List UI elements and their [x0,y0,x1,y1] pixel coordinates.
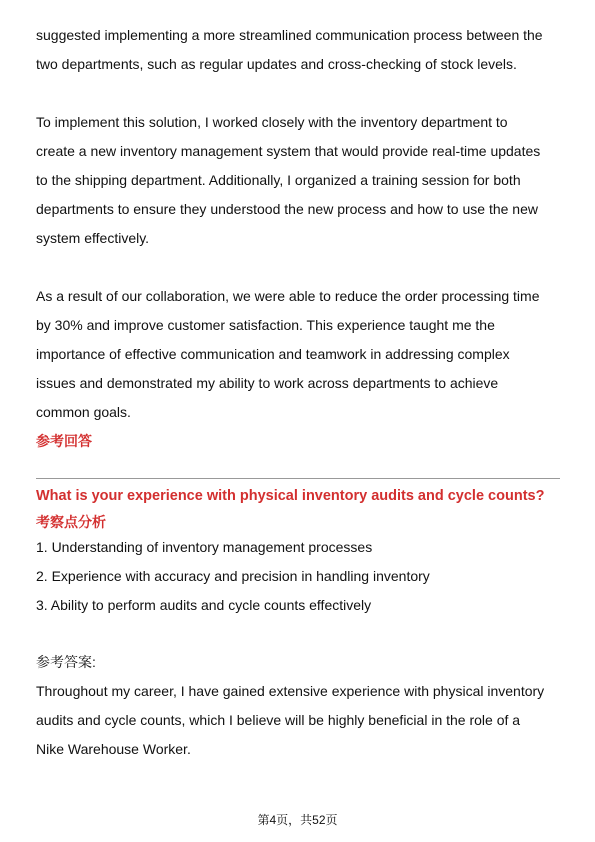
text-line: create a new inventory management system that would provide real-time updates [36,143,541,159]
text-line: Nike Warehouse Worker. [36,741,191,757]
answer-label: 参考答案: [36,654,96,670]
question-heading: What is your experience with physical inventory audits and cycle counts? [36,488,545,504]
text-line: two departments, such as regular updates and cross-checking of stock levels. [36,56,517,72]
text-line: Throughout my career, I have gained extensive experience with physical inventory [36,683,545,699]
text-line: audits and cycle counts, which I believe will be highly beneficial in the role of a [36,712,521,728]
list-item: 2. Experience with accuracy and precision in handling inventory [36,568,430,584]
text-line: by 30% and improve customer satisfaction. This experience taught me the [36,317,495,333]
text-line: system effectively. [36,230,150,246]
paragraph [36,108,560,253]
paragraph [36,21,560,79]
text-line: issues and demonstrated my ability to work across departments to achieve [36,375,499,391]
analysis-label: 考察点分析 [36,514,106,530]
paragraph [36,282,560,427]
text-line: departments to ensure they understood the new process and how to use the new [36,201,538,217]
reference-answer-heading: 参考回答 [36,433,92,449]
text-line: As a result of our collaboration, we were able to reduce the order processing time [36,288,540,304]
text-line: to the shipping department. Additionally, I organized a training session for both [36,172,521,188]
text-line: common goals. [36,404,131,420]
analysis-list [36,533,560,620]
list-item: 1. Understanding of inventory management processes [36,539,373,555]
page-footer: 第4页，共52页 [257,813,338,827]
text-line: To implement this solution, I worked closely with the inventory department to [36,114,508,130]
text-line: suggested implementing a more streamlined communication process between the [36,27,543,43]
answer-paragraph [36,677,560,764]
document-body [36,21,560,764]
text-line: importance of effective communication and teamwork in addressing complex [36,346,510,362]
list-item: 3. Ability to perform audits and cycle counts effectively [36,597,372,613]
